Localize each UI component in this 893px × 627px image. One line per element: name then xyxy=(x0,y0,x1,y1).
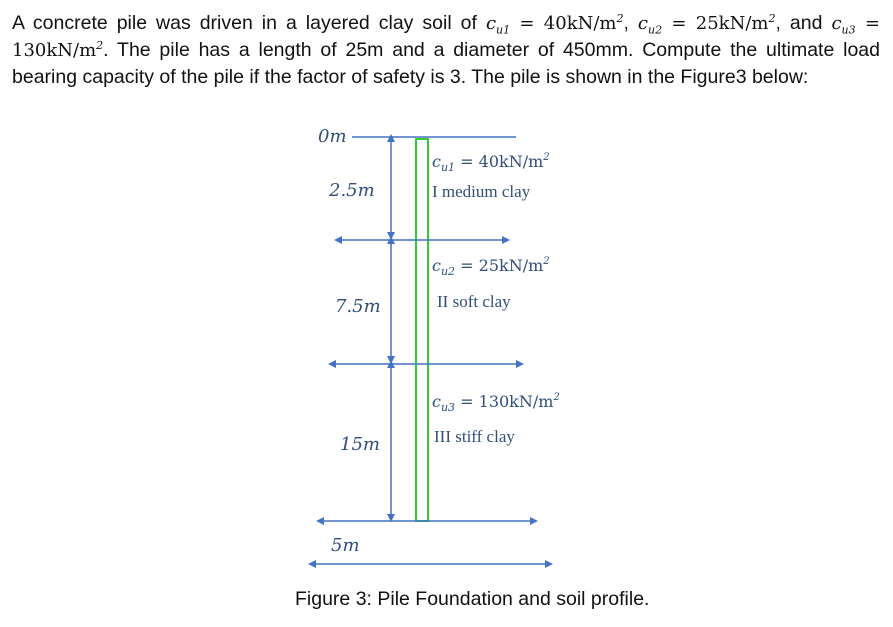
layer3-name: III stiff clay xyxy=(434,427,515,446)
layer2-name: II soft clay xyxy=(437,292,511,311)
layer1-cu: $c_{u1} = 40kN/m^2$ xyxy=(432,152,550,174)
problem-statement: A concrete pile was driven in a layered clay soil of $c_{u1} = 40kN/m^2$, $c_{u2} = 25kN/m^2$, and $c_{u3} = 130kN/m^2$. The pile has a length of 25m and a diameter of 450mm. Compute the ultimate load bearing capacity of the pile if the factor of safety is 3. The pile is shown in the Figure3 below: xyxy=(12,12,881,88)
problem-text-1: A concrete pile was driven in a layered clay soil of xyxy=(12,12,477,34)
problem-text-2: . The pile has a length of 25m and a diameter of 450mm. Compute the ultimate load bearing capacity of the pile if the factor of safety is 3. The pile is shown in the Figure3 below: xyxy=(12,39,880,88)
cu1-symbol: $c_{u1} = 40kN/m^2$ xyxy=(485,12,624,37)
problem-and: , and xyxy=(775,12,823,34)
cu3-symbol: $c_{u3} = 130kN/m^2$ xyxy=(12,13,881,61)
dim-label-layer2: 7.5m xyxy=(335,296,381,317)
depth-label-0m: 0m xyxy=(318,126,347,147)
figure-caption: Figure 3: Pile Foundation and soil profile. xyxy=(295,588,650,610)
pile xyxy=(416,139,428,521)
layer3-cu: $c_{u3} = 130kN/m^2$ xyxy=(432,392,560,414)
cu2-symbol: $c_{u2} = 25kN/m^2$ xyxy=(637,12,776,37)
dim-label-layer1: 2.5m xyxy=(329,180,375,201)
base-width-label: 5m xyxy=(331,535,360,556)
dim-label-layer3: 15m xyxy=(340,434,380,455)
layer1-name: I medium clay xyxy=(432,182,531,201)
layer2-cu: $c_{u2} = 25kN/m^2$ xyxy=(432,256,550,278)
